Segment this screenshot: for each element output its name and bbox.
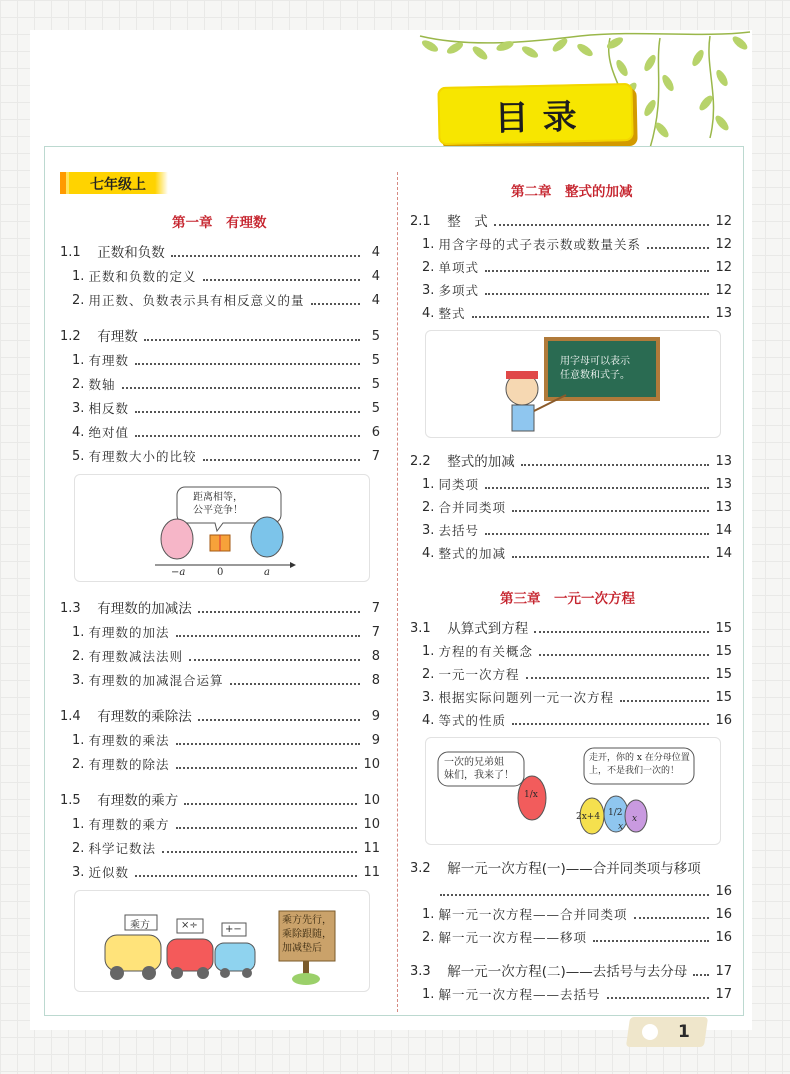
item-num: 3.	[422, 690, 435, 705]
item-num: 4.	[72, 425, 85, 440]
item-num: 2.	[72, 377, 85, 392]
page-ref: 7	[371, 601, 380, 616]
item-num: 2.	[422, 500, 435, 515]
page-ref: 15	[715, 621, 732, 636]
leader-dots	[512, 556, 709, 558]
leader-dots	[512, 723, 709, 725]
item-label: 解一元一次方程——合并同类项	[438, 907, 628, 922]
page-ref: 11	[363, 865, 380, 880]
item-num: 1.	[422, 987, 435, 1002]
section-num: 1.1	[60, 245, 81, 260]
page-ref: 8	[371, 649, 380, 664]
page-ref: 13	[715, 306, 732, 321]
page-ref: 4	[371, 269, 380, 284]
char-label: x	[632, 814, 638, 824]
leader-dots	[203, 279, 360, 281]
toc-entry[interactable]	[60, 707, 380, 727]
leader-dots	[144, 339, 360, 341]
page-ref: 17	[715, 964, 732, 979]
item-label: 用正数、负数表示具有相反意义的量	[88, 293, 305, 308]
leader-dots	[122, 387, 360, 389]
page-ref: 15	[715, 667, 732, 682]
page-ref: 9	[371, 709, 380, 724]
grade-label: 七年级上	[90, 177, 146, 193]
leader-dots	[171, 255, 360, 257]
item-label: 相反数	[88, 401, 130, 416]
leader-dots	[539, 654, 709, 656]
toc-entry[interactable]	[72, 291, 380, 311]
section-num: 1.2	[60, 329, 81, 344]
item-num: 1.	[72, 269, 85, 284]
blackboard-illustration	[425, 330, 721, 438]
item-label: 有理数	[88, 353, 130, 368]
item-num: 1.	[422, 477, 435, 492]
blackboard-line: 用字母可以表示	[560, 356, 630, 367]
section-label: 有理数的加减法	[97, 601, 192, 617]
bubble-line: 上，不是我们一次的！	[589, 766, 680, 776]
chapter-heading[interactable]: 第三章 一元一次方程	[500, 591, 635, 607]
toc-entry[interactable]	[422, 281, 732, 301]
equation-illustration	[425, 737, 721, 845]
chapter-heading[interactable]: 第一章 有理数	[172, 215, 267, 231]
axis-label: −a	[171, 567, 186, 578]
blackboard-drawing	[426, 331, 720, 437]
page-ref: 12	[715, 214, 732, 229]
toc-title-badge	[437, 83, 633, 145]
bubble-line: 走开，你的 x 在分母位置	[589, 753, 690, 763]
item-num: 5.	[72, 449, 85, 464]
page-ref: 5	[371, 329, 380, 344]
page-ref: 13	[715, 454, 732, 469]
leader-dots	[472, 316, 710, 318]
item-num: 1.	[72, 817, 85, 832]
toc-entry[interactable]	[422, 711, 732, 731]
toc-entry[interactable]	[410, 859, 732, 879]
section-num: 2.1	[410, 214, 431, 229]
leader-dots	[230, 683, 360, 685]
page-ref: 5	[371, 377, 380, 392]
item-label: 有理数的乘法	[88, 733, 170, 748]
toc-entry[interactable]	[422, 688, 732, 708]
item-num: 3.	[72, 401, 85, 416]
car-label: ×÷	[181, 920, 198, 931]
item-label: 单项式	[438, 260, 480, 275]
toc-entry[interactable]	[72, 423, 380, 443]
leader-dots	[176, 827, 358, 829]
toc-entry[interactable]	[72, 399, 380, 419]
leader-dots	[620, 700, 709, 702]
leader-dots	[693, 974, 709, 976]
page-number: 1	[678, 1022, 690, 1042]
toc-entry[interactable]	[72, 839, 380, 859]
item-label: 近似数	[88, 865, 130, 880]
toc-entry[interactable]	[72, 267, 380, 287]
leader-dots	[135, 363, 360, 365]
sign-line: 乘方先行，	[282, 915, 332, 926]
page-ref: 5	[371, 401, 380, 416]
leader-dots	[198, 719, 360, 721]
page-ref: 8	[371, 673, 380, 688]
toc-title: 目录	[494, 96, 591, 139]
toc-entry[interactable]	[410, 212, 732, 232]
section-label: 有理数	[97, 329, 138, 345]
leader-dots	[512, 510, 709, 512]
toc-entry[interactable]	[72, 447, 380, 467]
item-num: 4.	[422, 713, 435, 728]
item-label: 等式的性质	[438, 713, 507, 728]
axis-label: a	[264, 567, 270, 578]
leader-dots	[176, 743, 360, 745]
page-ref: 6	[371, 425, 380, 440]
page-ref: 12	[715, 237, 732, 252]
section-label: 有理数的乘除法	[97, 709, 192, 725]
item-num: 2.	[72, 293, 85, 308]
toc-entry[interactable]	[72, 755, 380, 775]
toc-entry[interactable]	[60, 791, 380, 811]
item-num: 1.	[422, 644, 435, 659]
section-num: 1.5	[60, 793, 81, 808]
toc-entry[interactable]	[72, 623, 380, 643]
item-num: 1.	[72, 625, 85, 640]
column-divider	[397, 172, 398, 1012]
number-line-illustration	[74, 474, 370, 582]
item-label: 有理数的加减混合运算	[88, 673, 224, 688]
item-num: 3.	[72, 673, 85, 688]
item-num: 2.	[422, 930, 435, 945]
toc-entry[interactable]	[422, 475, 732, 495]
leader-dots	[162, 851, 357, 853]
page-ref: 16	[715, 907, 732, 922]
item-num: 3.	[422, 283, 435, 298]
item-label: 同类项	[438, 477, 480, 492]
toc-entry[interactable]	[422, 905, 732, 925]
item-label: 一元一次方程	[438, 667, 520, 682]
toc-entry[interactable]	[72, 671, 380, 691]
page-ref: 10	[363, 793, 380, 808]
item-label: 正数和负数的定义	[88, 269, 197, 284]
section-num: 3.2	[410, 861, 431, 876]
item-num: 1.	[72, 733, 85, 748]
section-num: 2.2	[410, 454, 431, 469]
item-label: 绝对值	[88, 425, 130, 440]
leader-dots	[521, 464, 710, 466]
leader-dots	[485, 270, 709, 272]
leader-dots	[135, 875, 357, 877]
leader-dots	[534, 631, 709, 633]
axis-label: 0	[217, 567, 224, 578]
item-label: 合并同类项	[438, 500, 507, 515]
item-num: 2.	[72, 841, 85, 856]
leader-dots	[494, 224, 710, 226]
section-num: 3.1	[410, 621, 431, 636]
toc-entry[interactable]	[72, 863, 380, 883]
car-label: +−	[225, 924, 242, 935]
page-ref: 10	[363, 757, 380, 772]
toc-entry[interactable]	[422, 665, 732, 685]
item-num: 2.	[422, 260, 435, 275]
page-ref: 13	[715, 500, 732, 515]
section-num: 1.4	[60, 709, 81, 724]
page-ref: 15	[715, 690, 732, 705]
item-label: 有理数的乘方	[88, 817, 170, 832]
leader-dots	[634, 917, 710, 919]
item-label: 解一元一次方程——去括号	[438, 987, 601, 1002]
page-ref: 10	[363, 817, 380, 832]
section-num: 3.3	[410, 964, 431, 979]
item-label: 整式	[438, 306, 466, 321]
section-label: 解一元一次方程(一)——合并同类项与移项	[447, 861, 701, 877]
sign-line: 乘除跟随，	[282, 929, 332, 940]
leader-dots	[135, 435, 360, 437]
leader-dots	[647, 247, 709, 249]
item-num: 2.	[72, 649, 85, 664]
car-label: 乘方	[130, 920, 150, 931]
bubble-line: 距离相等，	[193, 492, 243, 503]
page-ref: 16	[715, 930, 732, 945]
item-num: 1.	[72, 353, 85, 368]
item-label: 有理数大小的比较	[88, 449, 197, 464]
item-label: 方程的有关概念	[438, 644, 534, 659]
item-label: 科学记数法	[88, 841, 157, 856]
page-ref: 14	[715, 546, 732, 561]
page-ref: 7	[371, 625, 380, 640]
leader-dots	[198, 611, 360, 613]
toc-entry[interactable]	[72, 815, 380, 835]
toc-entry[interactable]	[422, 521, 732, 541]
section-label: 整 式	[447, 214, 488, 230]
char-label: x	[618, 822, 624, 832]
leader-dots	[189, 659, 360, 661]
leader-dots	[311, 303, 360, 305]
toc-entry[interactable]	[410, 452, 732, 472]
leader-dots	[526, 677, 710, 679]
toc-entry[interactable]	[422, 642, 732, 662]
page-number-tab	[626, 1017, 708, 1047]
page-ref: 9	[371, 733, 380, 748]
leader-dots	[485, 293, 709, 295]
page-ref: 17	[715, 987, 732, 1002]
toc-entry-continued[interactable]	[440, 882, 732, 902]
toc-entry[interactable]	[422, 258, 732, 278]
smiley-icon	[642, 1024, 658, 1040]
section-num: 1.3	[60, 601, 81, 616]
item-label: 根据实际问题列一元一次方程	[438, 690, 615, 705]
item-num: 4.	[422, 306, 435, 321]
toc-entry[interactable]	[422, 928, 732, 948]
page-ref: 4	[371, 293, 380, 308]
page-ref: 16	[715, 884, 732, 899]
grade-label-tag	[60, 172, 168, 194]
item-num: 3.	[72, 865, 85, 880]
toc-entry[interactable]	[72, 647, 380, 667]
leader-dots	[485, 533, 709, 535]
item-num: 2.	[422, 667, 435, 682]
toc-entry[interactable]	[72, 351, 380, 371]
toc-entry[interactable]	[60, 243, 380, 263]
char-label: 1/x	[524, 790, 538, 800]
toc-entry[interactable]	[422, 498, 732, 518]
section-label: 有理数的乘方	[97, 793, 179, 809]
toc-entry[interactable]	[422, 985, 732, 1005]
leader-dots	[593, 940, 709, 942]
item-label: 数轴	[88, 377, 116, 392]
leader-dots	[176, 635, 360, 637]
page-ref: 12	[715, 260, 732, 275]
item-label: 多项式	[438, 283, 480, 298]
toc-entry[interactable]	[410, 962, 732, 982]
bubble-line: 妹们，我来了！	[444, 770, 514, 781]
item-num: 1.	[422, 237, 435, 252]
toc-entry[interactable]	[410, 619, 732, 639]
cars-illustration	[74, 890, 370, 992]
leader-dots	[203, 459, 360, 461]
blackboard-line: 任意数和式子。	[560, 370, 630, 381]
section-label: 从算式到方程	[447, 621, 529, 637]
page-ref: 12	[715, 283, 732, 298]
item-label: 有理数的加法	[88, 625, 170, 640]
item-label: 解一元一次方程——移项	[438, 930, 588, 945]
page-ref: 14	[715, 523, 732, 538]
toc-entry[interactable]	[72, 375, 380, 395]
page-ref: 4	[371, 245, 380, 260]
leader-dots	[485, 487, 709, 489]
bubble-line: 一次的兄弟姐	[444, 757, 504, 768]
item-label: 整式的加减	[438, 546, 507, 561]
section-label: 整式的加减	[447, 454, 515, 470]
item-label: 有理数减法法则	[88, 649, 184, 664]
item-num: 3.	[422, 523, 435, 538]
page-ref: 7	[371, 449, 380, 464]
item-label: 去括号	[438, 523, 480, 538]
leader-dots	[176, 767, 358, 769]
item-num: 4.	[422, 546, 435, 561]
toc-entry[interactable]	[422, 235, 732, 255]
char-label: 1/2	[608, 808, 623, 818]
toc-entry[interactable]	[72, 731, 380, 751]
toc-entry[interactable]	[60, 599, 380, 619]
item-num: 1.	[422, 907, 435, 922]
item-label: 有理数的除法	[88, 757, 170, 772]
item-num: 2.	[72, 757, 85, 772]
leader-dots	[135, 411, 360, 413]
bubble-line: 公平竞争！	[193, 505, 243, 516]
leader-dots	[607, 997, 710, 999]
section-label: 正数和负数	[97, 245, 165, 261]
sign-line: 加减垫后	[282, 943, 322, 954]
page-ref: 5	[371, 353, 380, 368]
leader-dots	[184, 803, 357, 805]
leader-dots	[440, 894, 709, 896]
item-label: 用含字母的式子表示数或数量关系	[438, 237, 642, 252]
chapter-heading[interactable]: 第二章 整式的加减	[511, 184, 633, 200]
char-label: 2x+4	[576, 812, 601, 822]
page-ref: 13	[715, 477, 732, 492]
page-ref: 16	[715, 713, 732, 728]
toc-entry[interactable]	[60, 327, 380, 347]
page-ref: 15	[715, 644, 732, 659]
toc-entry[interactable]	[422, 544, 732, 564]
toc-entry[interactable]	[422, 304, 732, 324]
page-ref: 11	[363, 841, 380, 856]
section-label: 解一元一次方程(二)——去括号与去分母	[447, 964, 688, 980]
